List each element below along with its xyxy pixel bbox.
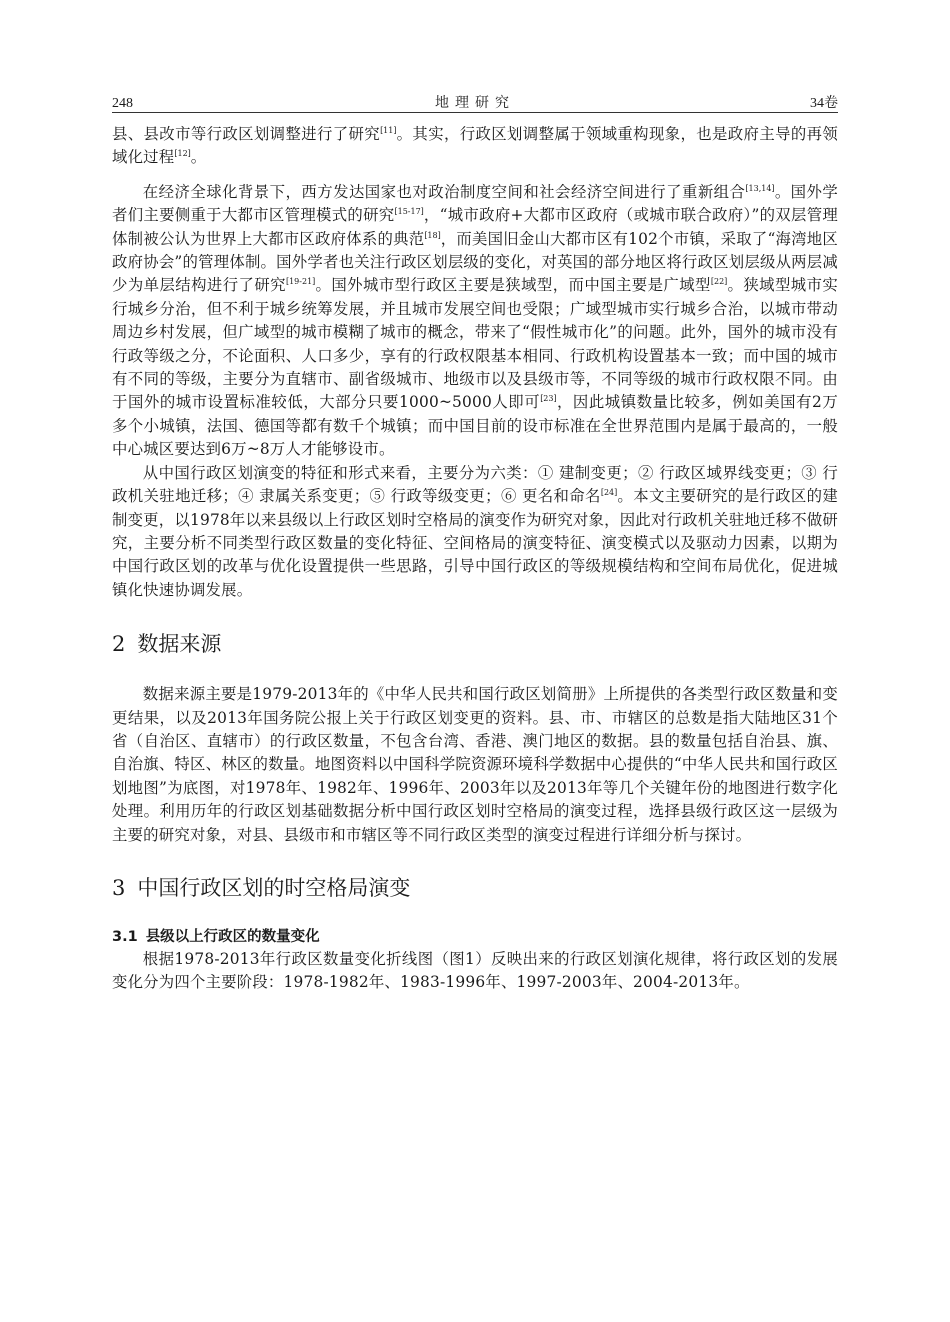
paragraph-3: 从中国行政区划演变的特征和形式来看，主要分为六类：① 建制变更；② 行政区域界线变更；③ 行政机关驻地迁移；④ 隶属关系变更；⑤ 行政等级变更；⑥ 更名和命名[24]。本文主要研究的是行政区的建制变更，以1978年以来县级以上行政区划时空格局的演变作为研究对象，因此对行政机关驻地迁移不做研究，主要分析不同类型行政区数量的变化特征、空间格局的演变特征、演变模式以及驱动力因素，以期为中国行政区划的改革与优化设置提供一些思路，引导中国行政区的等级规模结构和空间布局优化，促进城镇化快速协调发展。 bbox=[112, 463, 838, 599]
citation[interactable]: [24] bbox=[600, 488, 618, 498]
citation[interactable]: [22] bbox=[710, 277, 728, 287]
citation[interactable]: [12] bbox=[174, 149, 191, 159]
citation[interactable]: [11] bbox=[380, 126, 397, 135]
paper-page bbox=[112, 88, 838, 995]
volume-label: 34卷 bbox=[810, 96, 838, 111]
section-heading-2: 2 数据来源 bbox=[112, 632, 222, 657]
paragraph-2: 在经济全球化背景下，西方发达国家也对政治制度空间和社会经济空间进行了重新组合[13,14]。国外学者们主要侧重于大都市区管理模式的研究[15-17]，“城市政府+大都市区政府（或城市联合政府）”的双层管理体制被公认为世界上大都市区政府体系的典范[18]，而美国旧金山大都市区有102个市镇，采取了“海湾地区政府协会”的管理体制。国外学者也关注行政区划层级的变化，对英国的部分地区将行政区划层级从两层减少为单层结构进行了研究[19-21]。国外城市型行政区主要是狭域型，而中国主要是广域型[22]。狭域型城市实行城乡分治，但不利于城乡统筹发展，并且城市发展空间也受限；广域型城市实行城乡合治，以城市带动周边乡村发展，但广域型的城市模糊了城市的概念，带来了“假性城市化”的问题。此外，国外的城市没有行政等级之分，不论面积、人口多少，享有的行政权限基本相同、行政机构设置基本一致；而中国的城市有不同的等级，主要分为直辖市、副省级城市、地级市以及县级市等，不同等级的城市行政权限不同。由于国外的城市设置标准较低，大部分只要1000~5000人即可[23]，因此城镇数量比较多，例如美国有2万多个小城镇，法国、德国等都有数千个城镇；而中国目前的设市标准在全世界范围内是属于最高的，一般中心城区要达到6万~8万人才能够设市。 bbox=[112, 182, 838, 459]
page-number: 248 bbox=[112, 96, 133, 111]
citation[interactable]: [23] bbox=[540, 394, 557, 404]
citation[interactable]: [18] bbox=[424, 230, 441, 240]
paragraph-5: 根据1978-2013年行政区数量变化折线图（图1）反映出来的行政区划演化规律，将行政区划的发展变化分为四个主要阶段：1978-1982年、1983-1996年、1997-2003年、2004-2013年。 bbox=[112, 949, 838, 992]
citation[interactable]: [19-21] bbox=[285, 277, 316, 287]
paragraph-1: 县、县改市等行政区划调整进行了研究[11]。其实，行政区划调整属于领域重构现象，也是政府主导的再领域化过程[12]。 bbox=[112, 125, 838, 167]
citation[interactable]: [13,14] bbox=[745, 183, 775, 193]
running-header bbox=[112, 88, 838, 113]
citation[interactable]: [15-17] bbox=[394, 207, 424, 217]
journal-title: 地理研究 bbox=[435, 96, 515, 111]
subsection-heading-3-1: 3.1 县级以上行政区的数量变化 bbox=[112, 928, 320, 945]
section-heading-3: 3 中国行政区划的时空格局演变 bbox=[112, 875, 411, 900]
paragraph-4: 数据来源主要是1979-2013年的《中华人民共和国行政区划简册》上所提供的各类型行政区数量和变更结果，以及2013年国务院公报上关于行政区划变更的资料。县、市、市辖区的总数是指大陆地区31个省（自治区、直辖市）的行政区数量，不包含台湾、香港、澳门地区的数据。县的数量包括自治县、旗、自治旗、特区、林区的数量。地图资料以中国科学院资源环境科学数据中心提供的“中华人民共和国行政区划地图”为底图，对1978年、1982年、1996年、2003年以及2013年等几个关键年份的地图进行数字化处理。利用历年的行政区划基础数据分析中国行政区划时空格局的演变过程，选择县级行政区这一层级为主要的研究对象，对县、县级市和市辖区等不同行政区类型的演变过程进行详细分析与探讨。 bbox=[112, 685, 838, 844]
